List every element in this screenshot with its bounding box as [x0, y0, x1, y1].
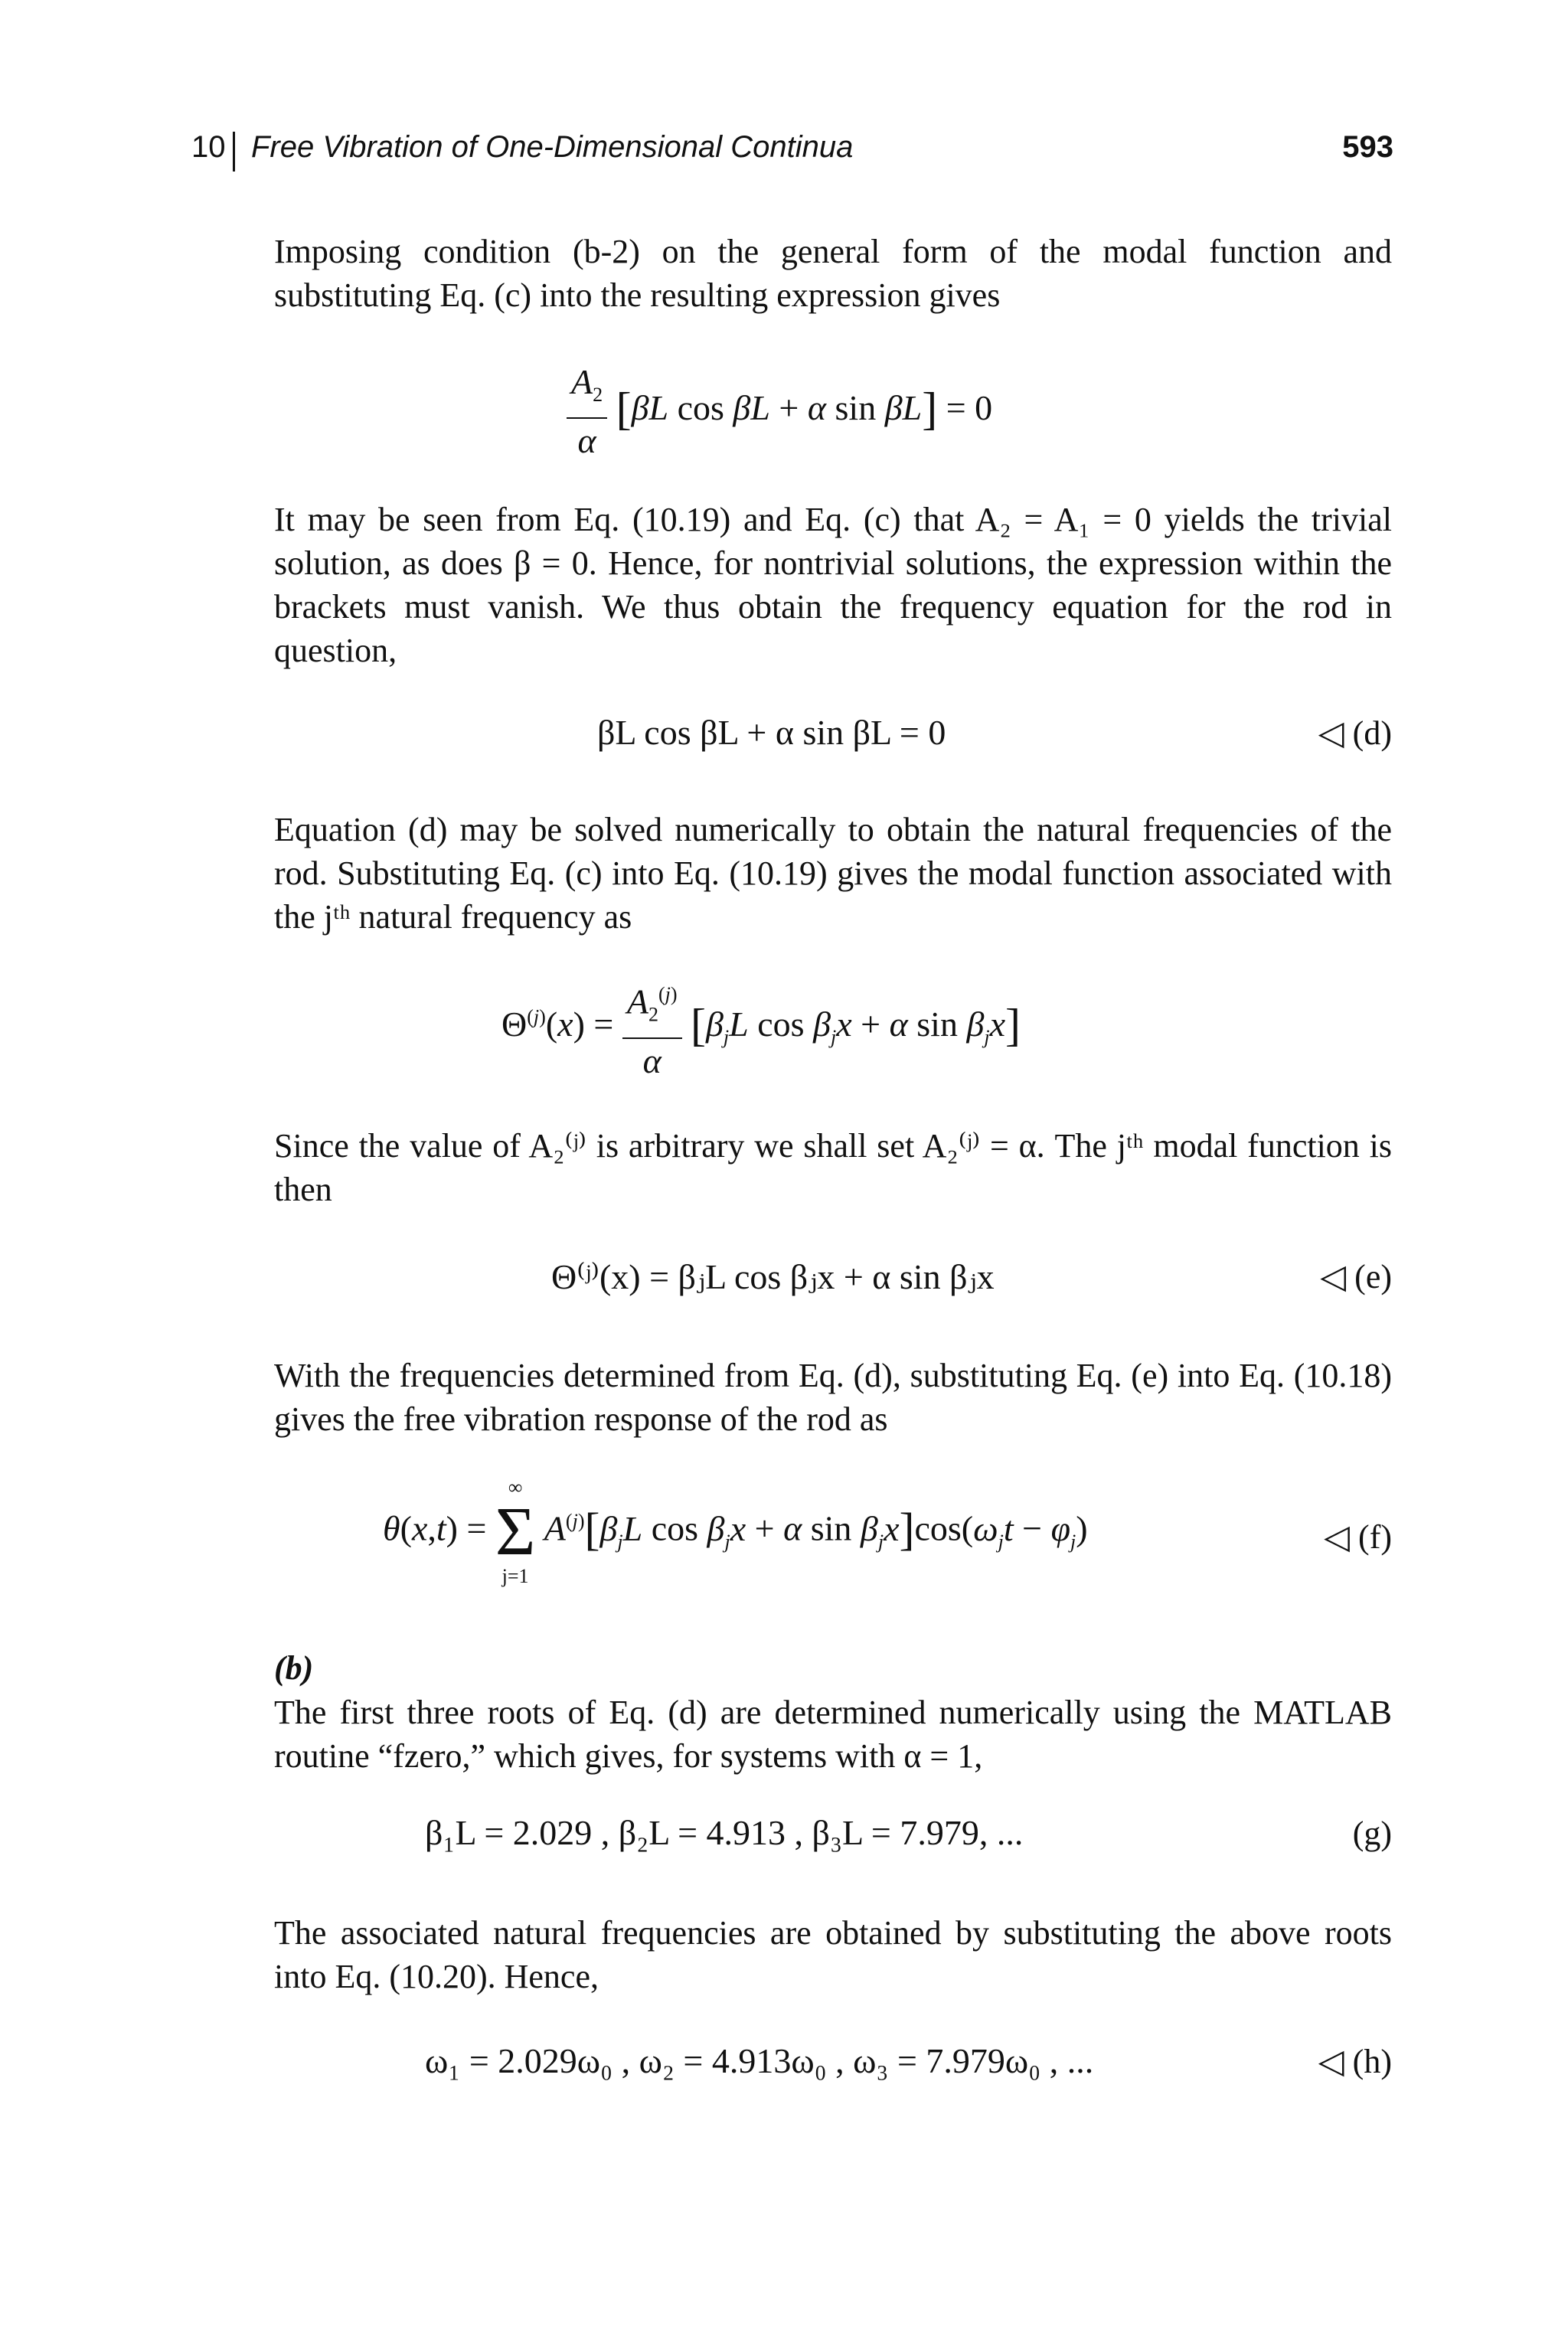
equation-bracket: $\frac{A_2}{\alpha}$ [βL cos βL + α sin βL] = 0	[567, 360, 992, 463]
equation-g: β₁L = 2.029 , β₂L = 4.913 , β₃L = 7.979, ...	[425, 1813, 1024, 1852]
equation-modal-function: $\Theta^{(j)}(x)$ = $\frac{A_2^{(j)}}{\alpha}$ [$\beta_jL$ $\cos \beta_jx + \alpha$ $\sin \beta_jx$]	[501, 972, 1021, 1083]
paragraph-7: The associated natural frequencies are obtained by substituting the above roots into Eq. (10.20). Hence,	[274, 1914, 1392, 1995]
paragraph-5: With the frequencies determined from Eq. (d), substituting Eq. (e) into Eq. (10.18) gives the free vibration response of the rod as	[274, 1357, 1392, 1438]
equation-d-tag: ◁ (d)	[1318, 714, 1392, 752]
paragraph-2: It may be seen from Eq. (10.19) and Eq. (c) that A₂ = A₁ = 0 yields the trivial solution, as does β = 0. Hence, for nontrivial solutions, the expression within the brackets must vanish. We thus obtain the frequency equation for the rod in question,	[274, 501, 1392, 669]
paragraph-3: Equation (d) may be solved numerically to obtain the natural frequencies of the rod. Substituting Eq. (c) into Eq. (10.19) gives the modal function associated with the jᵗʰ natural frequency as	[274, 811, 1392, 936]
paragraph-1: Imposing condition (b-2) on the general form of the modal function and substituting Eq. (c) into the resulting expression gives	[274, 233, 1392, 314]
equation-f: θ(x,t) = ∞ Σ j=1 $A^{(j)}[\beta_jL$ $\cos \beta_jx + \alpha$ $\sin \beta_jx]\cos(\omega_jt - \varphi_j)$	[383, 1476, 1088, 1587]
chapter-title: Free Vibration of One-Dimensional Continua	[251, 130, 854, 164]
chapter-number: 10	[191, 130, 226, 164]
equation-f-tag: ◁ (f)	[1324, 1518, 1392, 1556]
sum-upper-limit: ∞	[508, 1476, 523, 1498]
equation-d: βL cos βL + α sin βL = 0	[597, 713, 946, 752]
equation-h-tag: ◁ (h)	[1318, 2043, 1392, 2080]
running-header	[191, 130, 1393, 176]
header-divider	[233, 132, 235, 172]
equation-e-tag: ◁ (e)	[1320, 1258, 1392, 1295]
sum-lower-limit: j=1	[501, 1565, 529, 1587]
equation-h: ω₁ = 2.029ω₀ , ω₂ = 4.913ω₀ , ω₃ = 7.979ω₀ , ...	[425, 2041, 1094, 2080]
paragraph-6: The first three roots of Eq. (d) are determined numerically using the MATLAB routine “fzero,” which gives, for systems with α = 1,	[274, 1694, 1392, 1775]
part-label-b: (b)	[274, 1649, 314, 1687]
equation-g-tag: (g)	[1352, 1815, 1392, 1852]
equation-e: Θ⁽ʲ⁾(x) = βⱼL cos βⱼx + α sin βⱼx	[551, 1257, 995, 1296]
paragraph-4: Since the value of A₂⁽ʲ⁾ is arbitrary we shall set A₂⁽ʲ⁾ = α. The jᵗʰ modal function is then	[274, 1127, 1392, 1208]
page-number: 593	[1342, 130, 1393, 164]
